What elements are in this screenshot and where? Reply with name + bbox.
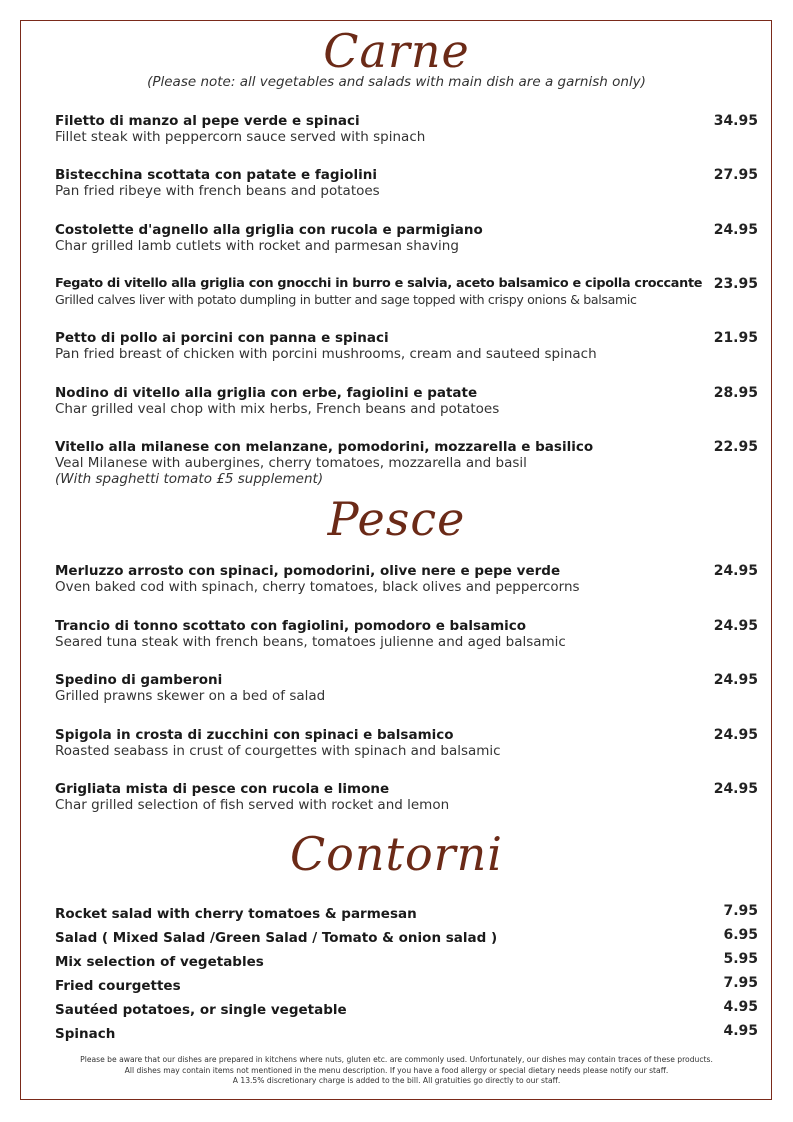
item-description: Pan fried ribeye with french beans and potatoes [55,183,380,199]
item-name: Petto di pollo ai porcini con panna e spinaci [55,330,389,346]
item-supplement-note: (With spaghetti tomato £5 supplement) [55,471,324,487]
menu-item [55,672,758,704]
section-title-contorni: Contorni [289,827,504,881]
item-price: 28.95 [713,385,758,401]
side-price: 7.95 [723,975,758,991]
menu-item [55,781,758,813]
side-item [55,927,758,947]
item-price: 24.95 [713,618,758,634]
menu-item [55,618,758,650]
menu-item [55,113,758,145]
item-price: 24.95 [713,222,758,238]
menu-item [55,727,758,759]
menu-item [55,276,758,308]
side-price: 6.95 [723,927,758,943]
item-description: Veal Milanese with aubergines, cherry tomatoes, mozzarella and basil [55,455,527,471]
item-price: 21.95 [713,330,758,346]
item-description: Grilled calves liver with potato dumpling in butter and sage topped with crispy onions & balsamic [55,292,637,307]
side-item [55,951,758,971]
side-price: 4.95 [723,999,758,1015]
footer-service-charge-line: A 13.5% discretionary charge is added to the bill. All gratuities go directly to our staff. [232,1076,561,1085]
side-name: Mix selection of vegetables [55,954,264,970]
item-price: 22.95 [713,439,758,455]
section-title-pesce: Pesce [327,492,466,546]
side-name: Fried courgettes [55,978,181,994]
side-item [55,999,758,1019]
item-name: Costolette d'agnello alla griglia con rucola e parmigiano [55,222,483,238]
menu-item [55,167,758,199]
menu-item [55,563,758,595]
item-name: Trancio di tonno scottato con fagiolini, pomodoro e balsamico [55,618,527,634]
item-name: Bistecchina scottata con patate e fagiolini [55,167,377,183]
menu-item [55,222,758,254]
side-item [55,903,758,923]
item-name: Vitello alla milanese con melanzane, pomodorini, mozzarella e basilico [55,439,594,455]
item-description: Oven baked cod with spinach, cherry tomatoes, black olives and peppercorns [55,579,580,595]
side-item [55,1023,758,1043]
item-name: Fegato di vitello alla griglia con gnocchi in burro e salvia, aceto balsamico e cipolla croccante [55,276,703,291]
side-name: Spinach [55,1026,116,1042]
side-name: Salad ( Mixed Salad /Green Salad / Tomato & onion salad ) [55,930,498,946]
item-description: Char grilled veal chop with mix herbs, French beans and potatoes [55,401,500,417]
menu-item [55,385,758,417]
item-description: Char grilled selection of fish served with rocket and lemon [55,797,450,813]
side-price: 5.95 [723,951,758,967]
item-price: 34.95 [713,113,758,129]
item-description: Fillet steak with peppercorn sauce served with spinach [55,129,426,145]
side-name: Sautéed potatoes, or single vegetable [55,1002,347,1018]
item-price: 24.95 [713,727,758,743]
item-name: Nodino di vitello alla griglia con erbe, fagiolini e patate [55,385,478,401]
item-price: 24.95 [713,563,758,579]
item-price: 24.95 [713,672,758,688]
side-price: 7.95 [723,903,758,919]
item-name: Spigola in crosta di zucchini con spinaci e balsamico [55,727,454,743]
allergy-footer [0,1055,793,1087]
item-price: 27.95 [713,167,758,183]
item-description: Roasted seabass in crust of courgettes with spinach and balsamic [55,743,501,759]
item-description: Grilled prawns skewer on a bed of salad [55,688,326,704]
menu-item [55,439,758,487]
item-description: Seared tuna steak with french beans, tomatoes julienne and aged balsamic [55,634,566,650]
footer-notice-line: All dishes may contain items not mentioned in the menu description. If you have a food allergy or special dietary needs please notify our staff. [124,1065,669,1075]
item-name: Grigliata mista di pesce con rucola e limone [55,781,390,797]
item-description: Pan fried breast of chicken with porcini mushrooms, cream and sauteed spinach [55,346,597,362]
item-price: 24.95 [713,781,758,797]
item-name: Filetto di manzo al pepe verde e spinaci [55,113,360,129]
item-name: Spedino di gamberoni [55,672,223,688]
section-title-carne: Carne [323,24,470,78]
footer-allergy-line: Please be aware that our dishes are prepared in kitchens where nuts, gluten etc. are commonly used. Unfortunately, our dishes may contain traces of these products. [80,1055,713,1064]
menu-item [55,330,758,362]
item-name: Merluzzo arrosto con spinaci, pomodorini, olive nere e pepe verde [55,563,561,579]
side-name: Rocket salad with cherry tomatoes & parmesan [55,906,417,922]
side-item [55,975,758,995]
side-price: 4.95 [723,1023,758,1039]
item-price: 23.95 [713,276,758,292]
garnish-note: (Please note: all vegetables and salads with main dish are a garnish only) [147,74,646,90]
item-description: Char grilled lamb cutlets with rocket and parmesan shaving [55,238,459,254]
